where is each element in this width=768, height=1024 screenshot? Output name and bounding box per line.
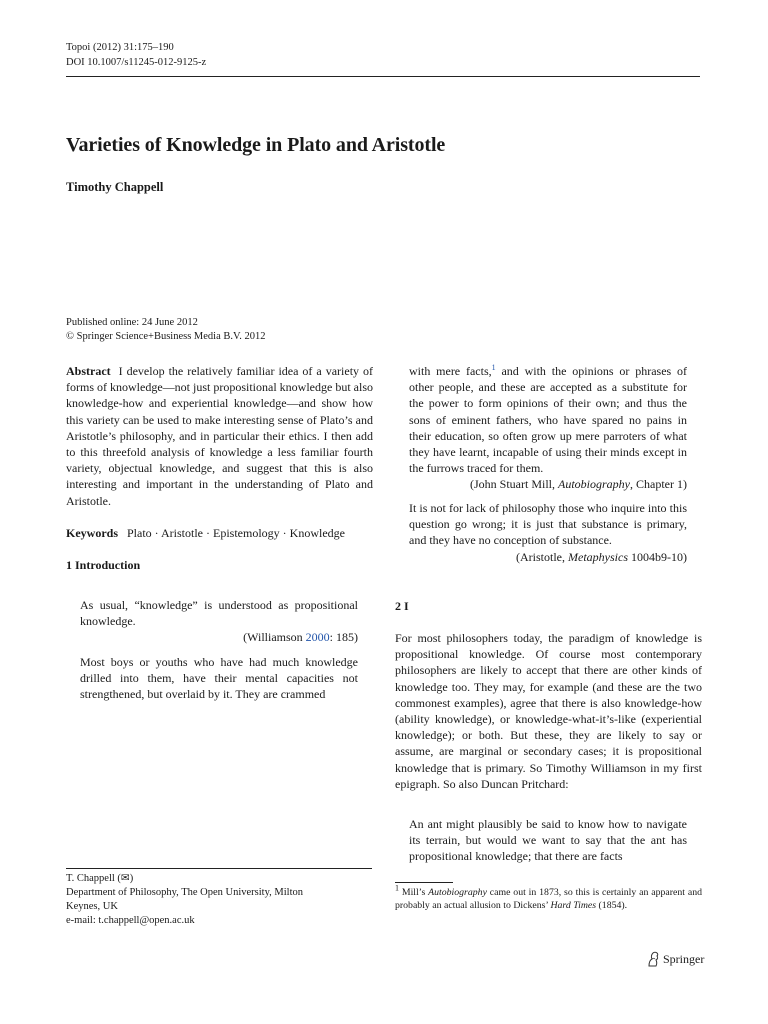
author-name: Timothy Chappell [66,180,164,194]
epigraph-williamson-text: As usual, “knowledge” is understood as propositional knowledge. [80,598,358,629]
abstract-text: I develop the relatively familiar idea of a variety of forms of knowledge—not just propositional knowledge but also knowledge-how and experiential knowledge—and show how this variety can be used to make interesting sense of Plato’s and Aristotle’s philosophy, and in particular their ethics. I then add to this threefold analysis of knowledge a less familiar fourth variety, objectual knowledge, and suggest that this is also interesting and important in the understanding of Plato and Aristotle. [66,364,374,508]
abstract [66,363,373,509]
footnote-rule [395,882,453,883]
williamson-2000-link[interactable]: 2000 [305,630,330,645]
publisher-name: Springer [663,951,705,966]
affiliation-name: T. Chappell (✉) [66,873,134,884]
section-heading-introduction: 1 Introduction [66,558,141,572]
epigraph-aristotle [409,500,687,565]
epigraph-mill-part1: Most boys or youths who have had much knowledge drilled into them, have their mental capacities not strengthened, but overlaid by it. They are crammed [80,655,358,702]
doi-line: DOI 10.1007/s11245-012-9125-z [66,57,207,68]
envelope-icon: ✉ [120,873,130,884]
published-date: Published online: 24 June 2012 [66,317,198,328]
abstract-label: Abstract [66,364,111,378]
springer-horse-icon [646,951,660,967]
epigraph-williamson [80,597,358,646]
epigraph-williamson-citation: (Williamson 2000: 185) [243,630,358,645]
journal-line: Topoi (2012) 31:175–190 [66,42,174,53]
section-heading-2: 2 I [395,599,409,613]
paper-title: Varieties of Knowledge in Plato and Aristotle [66,134,446,156]
affiliation-rule [66,868,372,869]
epigraph-aristotle-text: It is not for lack of philosophy those who inquire into this question go wrong; it is just that substance is primary, and they have no conception of substance. [409,501,687,548]
affiliation-email: e-mail: t.chappell@open.ac.uk [66,915,195,926]
pritchard-quote: An ant might plausibly be said to know how to navigate its terrain, but would we want to say that the ant has propositional knowledge; that there are facts [409,817,687,864]
epigraph-mill-citation: (John Stuart Mill, Autobiography, Chapter 1) [470,477,687,492]
epigraph-aristotle-citation: (Aristotle, Metaphysics 1004b9-10) [516,549,687,564]
epigraph-mill-part2: with mere facts,$^1$ and with the opinions or phrases of other people, and these are accepted as a substitute for the power to form opinions of their own; and thus the sons of eminent fathers, who have spared no pains in their education, so often grow up mere parroters of what they have learnt, incapable of using their minds except in the furrows traced for them. (John Stuart Mill, Autobiography, Chapter 1) [409,363,688,492]
author-affiliation [66,872,328,928]
publication-info [66,316,386,344]
footnote-number: 1 [395,883,399,893]
keywords-list: Plato · Aristotle · Epistemology · Knowledge [127,526,345,540]
keywords [66,525,376,541]
springer-logo [646,951,704,967]
affiliation-department: Department of Philosophy, The Open University, Milton Keynes, UK [66,887,303,912]
footnote-marker-1[interactable]: 1 [491,363,496,372]
header-rule [66,76,700,77]
section-2-paragraph: For most philosophers today, the paradigm of knowledge is propositional knowledge. Of course most contemporary philosophers are likely to accept that there are other kinds of knowledge too. They may, for example (and these are the two commonest examples), agree that there is also knowledge-how (ability knowledge), or knowledge-what-it’s-like (experiential knowledge); or both. But these, they are likely to say or assume, are marginal or secondary cases; it is propositional knowledge that is primary. So Timothy Williamson in my first epigraph. So also Duncan Pritchard: [395,631,702,791]
copyright-line: © Springer Science+Business Media B.V. 2012 [66,331,266,342]
journal-citation [66,40,206,70]
keywords-label: Keywords [66,526,118,540]
footnote-1: $^1$ Mill’s Autobiography came out in 1873, so this is certainly an apparent and probably an actual allusion to Dickens’ Hard Times (1854). [395,883,702,911]
